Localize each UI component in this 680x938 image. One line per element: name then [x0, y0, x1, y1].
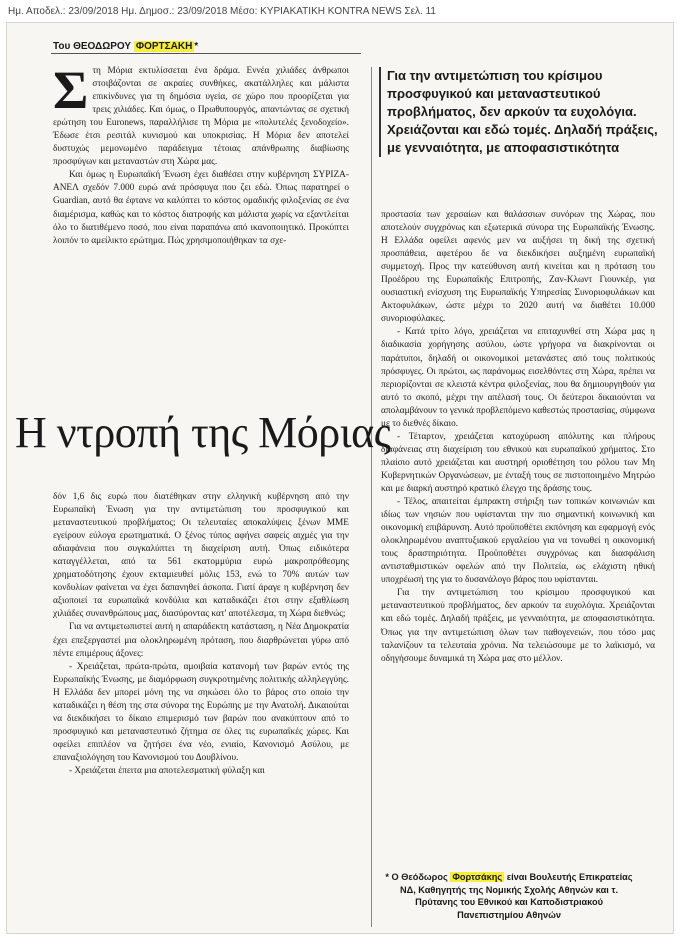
byline: [53, 41, 198, 52]
article-paragraph: - Τέλος, απαιτείται έμπρακτη στήριξη των τοπικών κοινωνιών και ιδίως των νησιών που υφίστανται την πιο σημαντική κοινωνική και οικονομική επιβάρυνση. Αυτό προϋποθέτει εκπόνηση και εφαρμογή ενός ολοκληρωμένου αναπτυξιακού εργαλείου για να τονωθεί η οικονομική τους δραστηριότητα. Προϋποθέτει συγχρόνως και διασφάλιση αντισταθμιστικών οφελών από την Πολιτεία, ως ελάχιστη ηθική υποχρέωσή της για το δυσανάλογο βάρος που υφίστανται.: [381, 497, 655, 586]
byline-author-highlight: ΦΟΡΤΣΑΚΗ: [135, 41, 193, 52]
author-footnote: [383, 871, 635, 921]
column-divider: [371, 67, 372, 927]
drop-cap: Σ: [53, 60, 89, 120]
article-paragraph: Για την αντιμετώπιση του κρίσιμου προσφυγικού και μεταναστευτικού προβλήματος, δεν αρκούν τα ευχολόγια. Χρειάζονται και εδώ τομές. Δηλαδή πράξεις, με γενναιότητα, με αποφασιστικότητα. Όπως για την αντιμετώπιση όλων των παθογενειών, που τόσο μας ταλανίζουν τα τελευταία χρόνια. Να τελειώσουμε με το λαϊκισμό, να οδηγήσουμε δυναμικά τη Χώρα μας στο μέλλον.: [381, 588, 655, 664]
article-paragraph: δόν 1,6 δις ευρώ που διατέθηκαν στην ελληνική κυβέρνηση από την Ευρωπαϊκή Ένωση για την αντιμετώπιση του προσφυγικού και μεταναστευτικού προβλήματος; Οι τελευταίες αποκαλύψεις ξένων ΜΜΕ εγείρουν εύλογα ερωτηματικά. Ο ξένος τύπος αφήνει σαφείς αιχμές για την αδιαφάνεια που συγκαλύπτει τη διαχείριση αυτή. Όπως ειδικότερα καταγγέλλεται, από τα 561 εκατομμύρια ευρώ μακροπρόθεσμης χρηματοδότησης έχουν εκταμιευθεί μόλις 153, ενώ το 70% αυτών των κονδυλίων φαίνεται να έχει δαπανηθεί άσκοπα. Γιατί άραγε η κυβέρνηση δεν αξιοποιεί τα ευρωπαϊκά κονδύλια και καταδικάζει έτσι στην εξαθλίωση χιλιάδες συνανθρώπους μας, διασύροντας κατ' αποτέλεσμα, τη Χώρα διεθνώς;: [53, 492, 349, 620]
footnote-author-highlight: Φορτσάκης: [452, 872, 503, 882]
byline-mark: *: [194, 41, 199, 52]
newspaper-clipping: [6, 22, 674, 934]
article-headline: Η ντροπή της Μόριας: [15, 408, 391, 457]
article-paragraph: Και όμως η Ευρωπαϊκή Ένωση έχει διαθέσει στην κυβέρνηση ΣΥΡΙΖΑ-ΑΝΕΛ σχεδόν 7.000 ευρώ ανά πρόσφυγα που ζει εδώ. Όπως παρατηρεί ο Guardian, αυτό θα έφτανε να καλύπτει το κόστος ομαδικής φιλοξενίας σε ένα διαμέρισμα, καθώς και το κόστος διατροφής και μάλιστα χωρίς να εξαντλείται όλο το διατιθέμενο ποσό, που είναι παραπάνω από ικανοποιητικό. Προκύπτει λοιπόν το αμείλικτο ερώτημα. Πώς χρησιμοποιήθηκαν τα σχε-: [53, 170, 349, 246]
article-paragraph: Για να αντιμετωπιστεί αυτή η απαράδεκτη κατάσταση, η Νέα Δημοκρατία έχει επεξεργαστεί μια ολοκληρωμένη πρόταση, που διαρθρώνεται γύρω από πέντε επιμέρους άξονες:: [53, 622, 349, 659]
footnote-post: είναι Βουλευτής Επικρατείας ΝΔ, Καθηγητής της Νομικής Σχολής Αθηνών και τ. Πρύτανης του Εθνικού και Καποδιστριακού Πανεπιστημίου Αθηνών: [399, 872, 633, 920]
top-rule-left: [51, 53, 361, 54]
article-paragraph: - Χρειάζεται έπειτα μια αποτελεσματική φύλαξη και: [69, 765, 265, 776]
article-paragraph: - Κατά τρίτο λόγο, χρειάζεται να επιταχυνθεί στη Χώρα μας η διαδικασία χορήγησης ασύλου, ώστε γρήγορα να διακρίνονται οι παράτυποι, δηλαδή οι οικονομικοί μετανάστες από τους πολιτικούς πρόσφυγες. Οι πρώτοι, ως παράνομως εισελθόντες στη Χώρα, πρέπει να περιορίζονται σε κλειστά κέντρα φιλοξενίας, που θα δημιουργηθούν για αυτό το σκοπό, μέχρι την απέλασή τους. Οι δεύτεροι δικαιούνται να απολαμβάνουν το γενικά προβλεπόμενο καθεστώς προστασίας, σύμφωνα με το διεθνές δίκαιο.: [381, 327, 655, 429]
article-paragraph: - Χρειάζεται, πρώτα-πρώτα, αμοιβαία κατανομή των βαρών εντός της Ευρωπαϊκής Ένωσης, με διαμόρφωση συγκροτημένης πολιτικής αλληλεγγύης. Η Ελλάδα δεν μπορεί μόνη της να σηκώσει όλο το βάρος στο οποίο την καταδικάζει η θέση της στα σύνορα της Ευρώπης με την Ανατολή. Δικαιούται να διεκδικήσει το δίκαιο επιμερισμό των βαρών που ανακύπτουν από το προσφυγικό και μεταναστευτικό ζήτημα σε όλες τις ευρωπαϊκές χώρες. Και οφείλει επιπλέον να ζητήσει ένα νέο, ενιαίο, Κανονισμό Ασύλου, με επαναξιολόγηση του Κανονισμού του Δουβλίνου.: [53, 661, 349, 763]
article-paragraph: - Τέταρτον, χρειάζεται κατοχύρωση απόλυτης και πλήρους διαφάνειας στη διαχείριση του εθνικού και ευρωπαϊκού χρήματος. Στο πλαίσιο αυτό χρειάζεται και αυστηρή οριοθέτηση του ρόλου των Μη Κυβερνητικών Οργανώσεων, με ένταξή τους σε πιστοποιημένο Μητρώο και με διαρκή αυστηρό κρατικό έλεγχο της δράσης τους.: [381, 431, 655, 494]
clipping-meta: Ημ. Αποδελ.: 23/09/2018 Ημ. Δημοσ.: 23/09/2018 Μέσο: ΚΥΡΙΑΚΑΤΙΚΗ KONTRA NEWS Σελ. 11: [8, 6, 436, 17]
byline-prefix: Του ΘΕΟΔΩΡΟΥ: [53, 41, 132, 52]
footnote-pre: * Ο Θεόδωρος: [385, 872, 448, 882]
left-column-top: [53, 60, 349, 248]
article-paragraph: τη Μόρια εκτυλίσσεται ένα δράμα. Εννέα χιλιάδες άνθρωποι στοιβάζονται σε ακραίες συνθήκες, ακατάλληλες και μάλιστα επικίνδυνες για τη δημόσια υγεία, σε χώρο που προορίζεται για τρεις χιλιάδες. Και όμως, ο Πρωθυπουργός, απαντώντας σε σχετική ερώτηση του Euronews, παραλλήλισε τη Μόρια με «πολυτελές ξενοδοχείο». Έδωσε έτσι ρεσιτάλ κυνισμού και υποκρισίας. Η Μόρια δεν αποτελεί δυστυχώς μεμονωμένο παράδειγμα τέτοιας απάνθρωπης διαβίωσης προσφύγων και μεταναστών στη Χώρα μας.: [53, 66, 349, 168]
right-column: [381, 209, 655, 666]
left-column-bottom: [53, 491, 349, 778]
article-paragraph: προστασία των χερσαίων και θαλάσσιων συνόρων της Χώρας, που αποτελούν συγχρόνως και εξωτερικά σύνορα της Ευρωπαϊκής Ένωσης. Η Ελλάδα οφείλει αφενός μεν να αυξήσει τη δική της σχετική προσπάθεια, αφετέρου δε να διεκδικήσει αυξημένη ευρωπαϊκή συμμετοχή. Προς την κατεύθυνση αυτή κινείται και η πρόταση του Προέδρου της Ευρωπαϊκής Επιτροπής, Ζαν-Κλωντ Γιουνκέρ, για ουσιαστική ενίσχυση της Ευρωπαϊκής Υπηρεσίας Συνοριοφυλάκων και Ακτοφυλάκων, ώστε μέχρι το 2020 αυτή να διαθέτει 10.000 συνοριοφύλακες.: [381, 210, 655, 325]
pull-quote: Για την αντιμετώπιση του κρίσιμου προσφυγικού και μεταναστευτικού προβλήματος, δεν αρκούν τα ευχολόγια. Χρειάζονται και εδώ τομές. Δηλαδή πράξεις, με γενναιότητα, με αποφασιστικότητα: [379, 67, 659, 157]
